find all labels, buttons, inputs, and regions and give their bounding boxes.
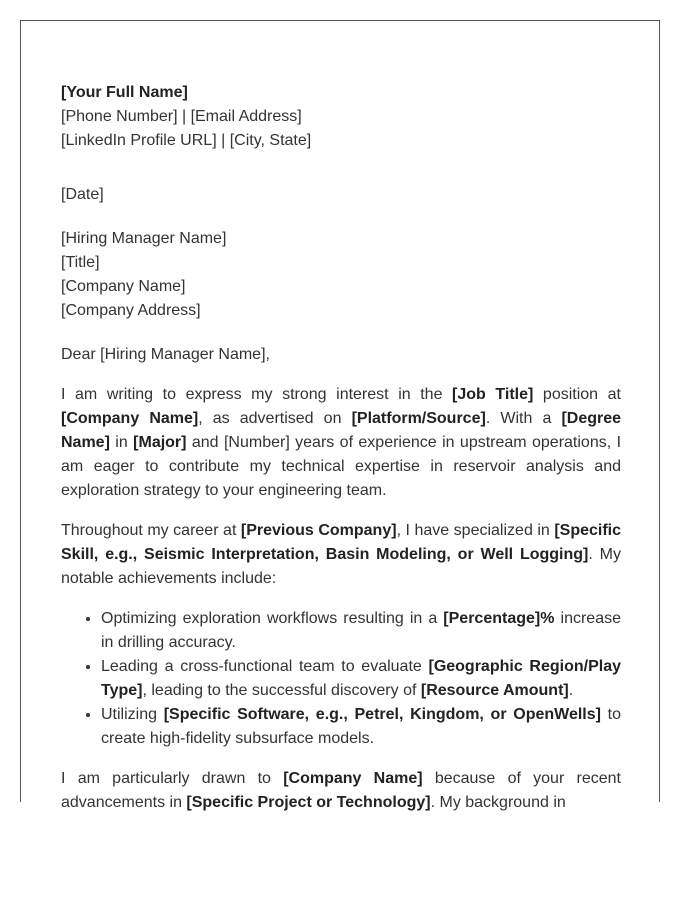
email-address: [Email Address] [190,108,302,125]
sender-name: [Your Full Name] [61,84,188,101]
list-item: • Leading a cross-functional team to evaluate [Geographic Region/Play Type], leading to the successful discovery of [Resource Amount]. [101,655,621,703]
recipient-company-address: [Company Address] [61,302,201,319]
cover-letter-body [61,81,621,831]
contact-line-1 [61,105,621,129]
recipient-manager-name: [Hiring Manager Name] [61,230,227,247]
contact-line-2 [61,129,621,153]
list-item: • Utilizing [Specific Software, e.g., Petrel, Kingdom, or OpenWells] to create high-fidelity subsurface models. [101,703,621,751]
list-item: • Optimizing exploration workflows resulting in a [Percentage]% increase in drilling accuracy. [101,607,621,655]
achievements-list [61,607,621,751]
letter-date: [Date] [61,186,104,203]
separator: | [177,108,191,125]
separator: | [216,132,230,149]
linkedin-url: [LinkedIn Profile URL] [61,132,217,149]
recipient-block [61,227,621,323]
sender-header [61,81,621,153]
salutation: Dear [Hiring Manager Name], [61,346,270,363]
paragraph-motivation: I am particularly drawn to [Company Name] because of your recent advancements in [Specific Project or Technology]. My background in [61,770,621,811]
paragraph-intro: I am writing to express my strong interest in the [Job Title] position at [Company Name], as advertised on [Platform/Source]. With a [Degree Name] in [Major] and [Number] years of experience in upstream operations, I am eager to contribute my technical expertise in reservoir analysis and exploration strategy to your engineering team. [61,386,622,499]
recipient-company-name: [Company Name] [61,278,186,295]
phone-number: [Phone Number] [61,108,178,125]
recipient-title: [Title] [61,254,100,271]
document-page [20,20,660,811]
city-state: [City, State] [229,132,312,149]
paragraph-experience: Throughout my career at [Previous Company], I have specialized in [Specific Skill, e.g., Seismic Interpretation, Basin Modeling, or Well Logging]. My notable achievements include: [61,522,622,587]
